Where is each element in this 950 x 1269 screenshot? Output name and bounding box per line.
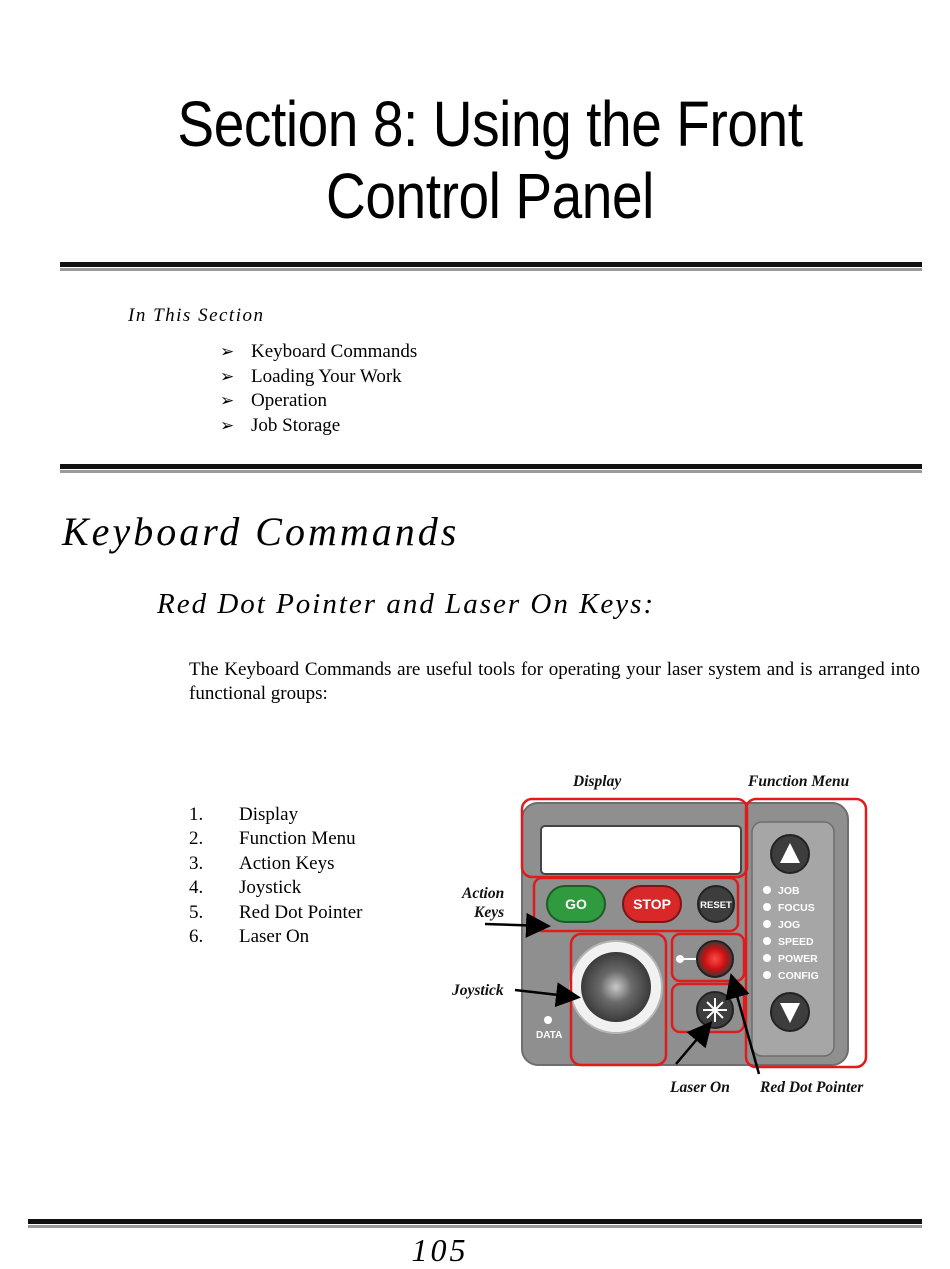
section-title-line-1: Section 8: Using the Front	[177, 88, 803, 160]
list-item: ➢ Operation	[220, 389, 417, 414]
bottom-divider	[28, 1219, 922, 1224]
indicator-dot	[763, 903, 771, 911]
section-title	[120, 88, 860, 232]
red-dot-subheading: Red Dot Pointer and Laser On Keys:	[157, 588, 656, 620]
data-led	[544, 1016, 552, 1024]
indicator-dot	[763, 920, 771, 928]
arrow-bullet-icon: ➢	[220, 391, 235, 411]
red-dot-pointer-key	[697, 941, 733, 977]
intro-paragraph: The Keyboard Commands are useful tools for operating your laser system and is arranged into functional groups:	[189, 659, 920, 704]
menu-item-focus: FOCUS	[778, 902, 815, 914]
menu-item-power: POWER	[778, 953, 818, 965]
action-keys-callout-line1: Action	[462, 885, 505, 902]
arrow-bullet-icon: ➢	[220, 366, 235, 387]
function-menu-callout: Function Menu	[748, 773, 850, 790]
list-item: 4. Joystick	[189, 877, 302, 899]
top-divider	[60, 262, 922, 267]
indicator-dot	[763, 954, 771, 962]
in-this-section-label: In This Section	[128, 305, 265, 326]
middle-divider	[60, 464, 922, 469]
list-item: 2. Function Menu	[189, 828, 356, 850]
lcd-display	[541, 826, 741, 874]
list-item: 1. Display	[189, 804, 299, 825]
functional-groups-list	[189, 803, 363, 949]
reset-key-label: RESET	[700, 900, 732, 911]
laser-on-callout: Laser On	[670, 1079, 730, 1096]
indicator-dot	[763, 886, 771, 894]
control-panel-figure	[438, 766, 888, 1106]
list-item: 5. Red Dot Pointer	[189, 901, 363, 923]
stop-key-label: STOP	[633, 896, 671, 912]
section-contents-list	[220, 340, 417, 438]
menu-item-job: JOB	[778, 885, 800, 897]
red-dot-led	[676, 955, 684, 963]
list-item: ➢ Loading Your Work	[220, 365, 417, 390]
joystick	[581, 952, 651, 1022]
menu-item-speed: SPEED	[778, 936, 814, 948]
indicator-dot	[763, 971, 771, 979]
page-number: 105	[411, 1232, 469, 1268]
menu-item-jog: JOG	[778, 919, 801, 931]
arrow-bullet-icon: ➢	[220, 342, 235, 362]
joystick-callout: Joystick	[452, 982, 504, 999]
list-item: 3. Action Keys	[189, 852, 335, 874]
arrow-bullet-icon: ➢	[220, 415, 235, 436]
list-item: 6. Laser On	[189, 926, 310, 948]
action-keys-callout-line2: Keys	[474, 904, 505, 921]
list-item: ➢ Keyboard Commands	[220, 340, 417, 365]
display-callout: Display	[573, 773, 622, 790]
list-item: ➢ Job Storage	[220, 414, 417, 439]
data-label: DATA	[536, 1030, 563, 1041]
keyboard-commands-heading: Keyboard Commands	[62, 509, 460, 554]
go-key-label: GO	[565, 896, 587, 912]
section-title-line-2: Control Panel	[326, 160, 654, 232]
menu-item-config: CONFIG	[778, 970, 819, 982]
indicator-dot	[763, 937, 771, 945]
red-dot-pointer-callout: Red Dot Pointer	[760, 1079, 864, 1096]
